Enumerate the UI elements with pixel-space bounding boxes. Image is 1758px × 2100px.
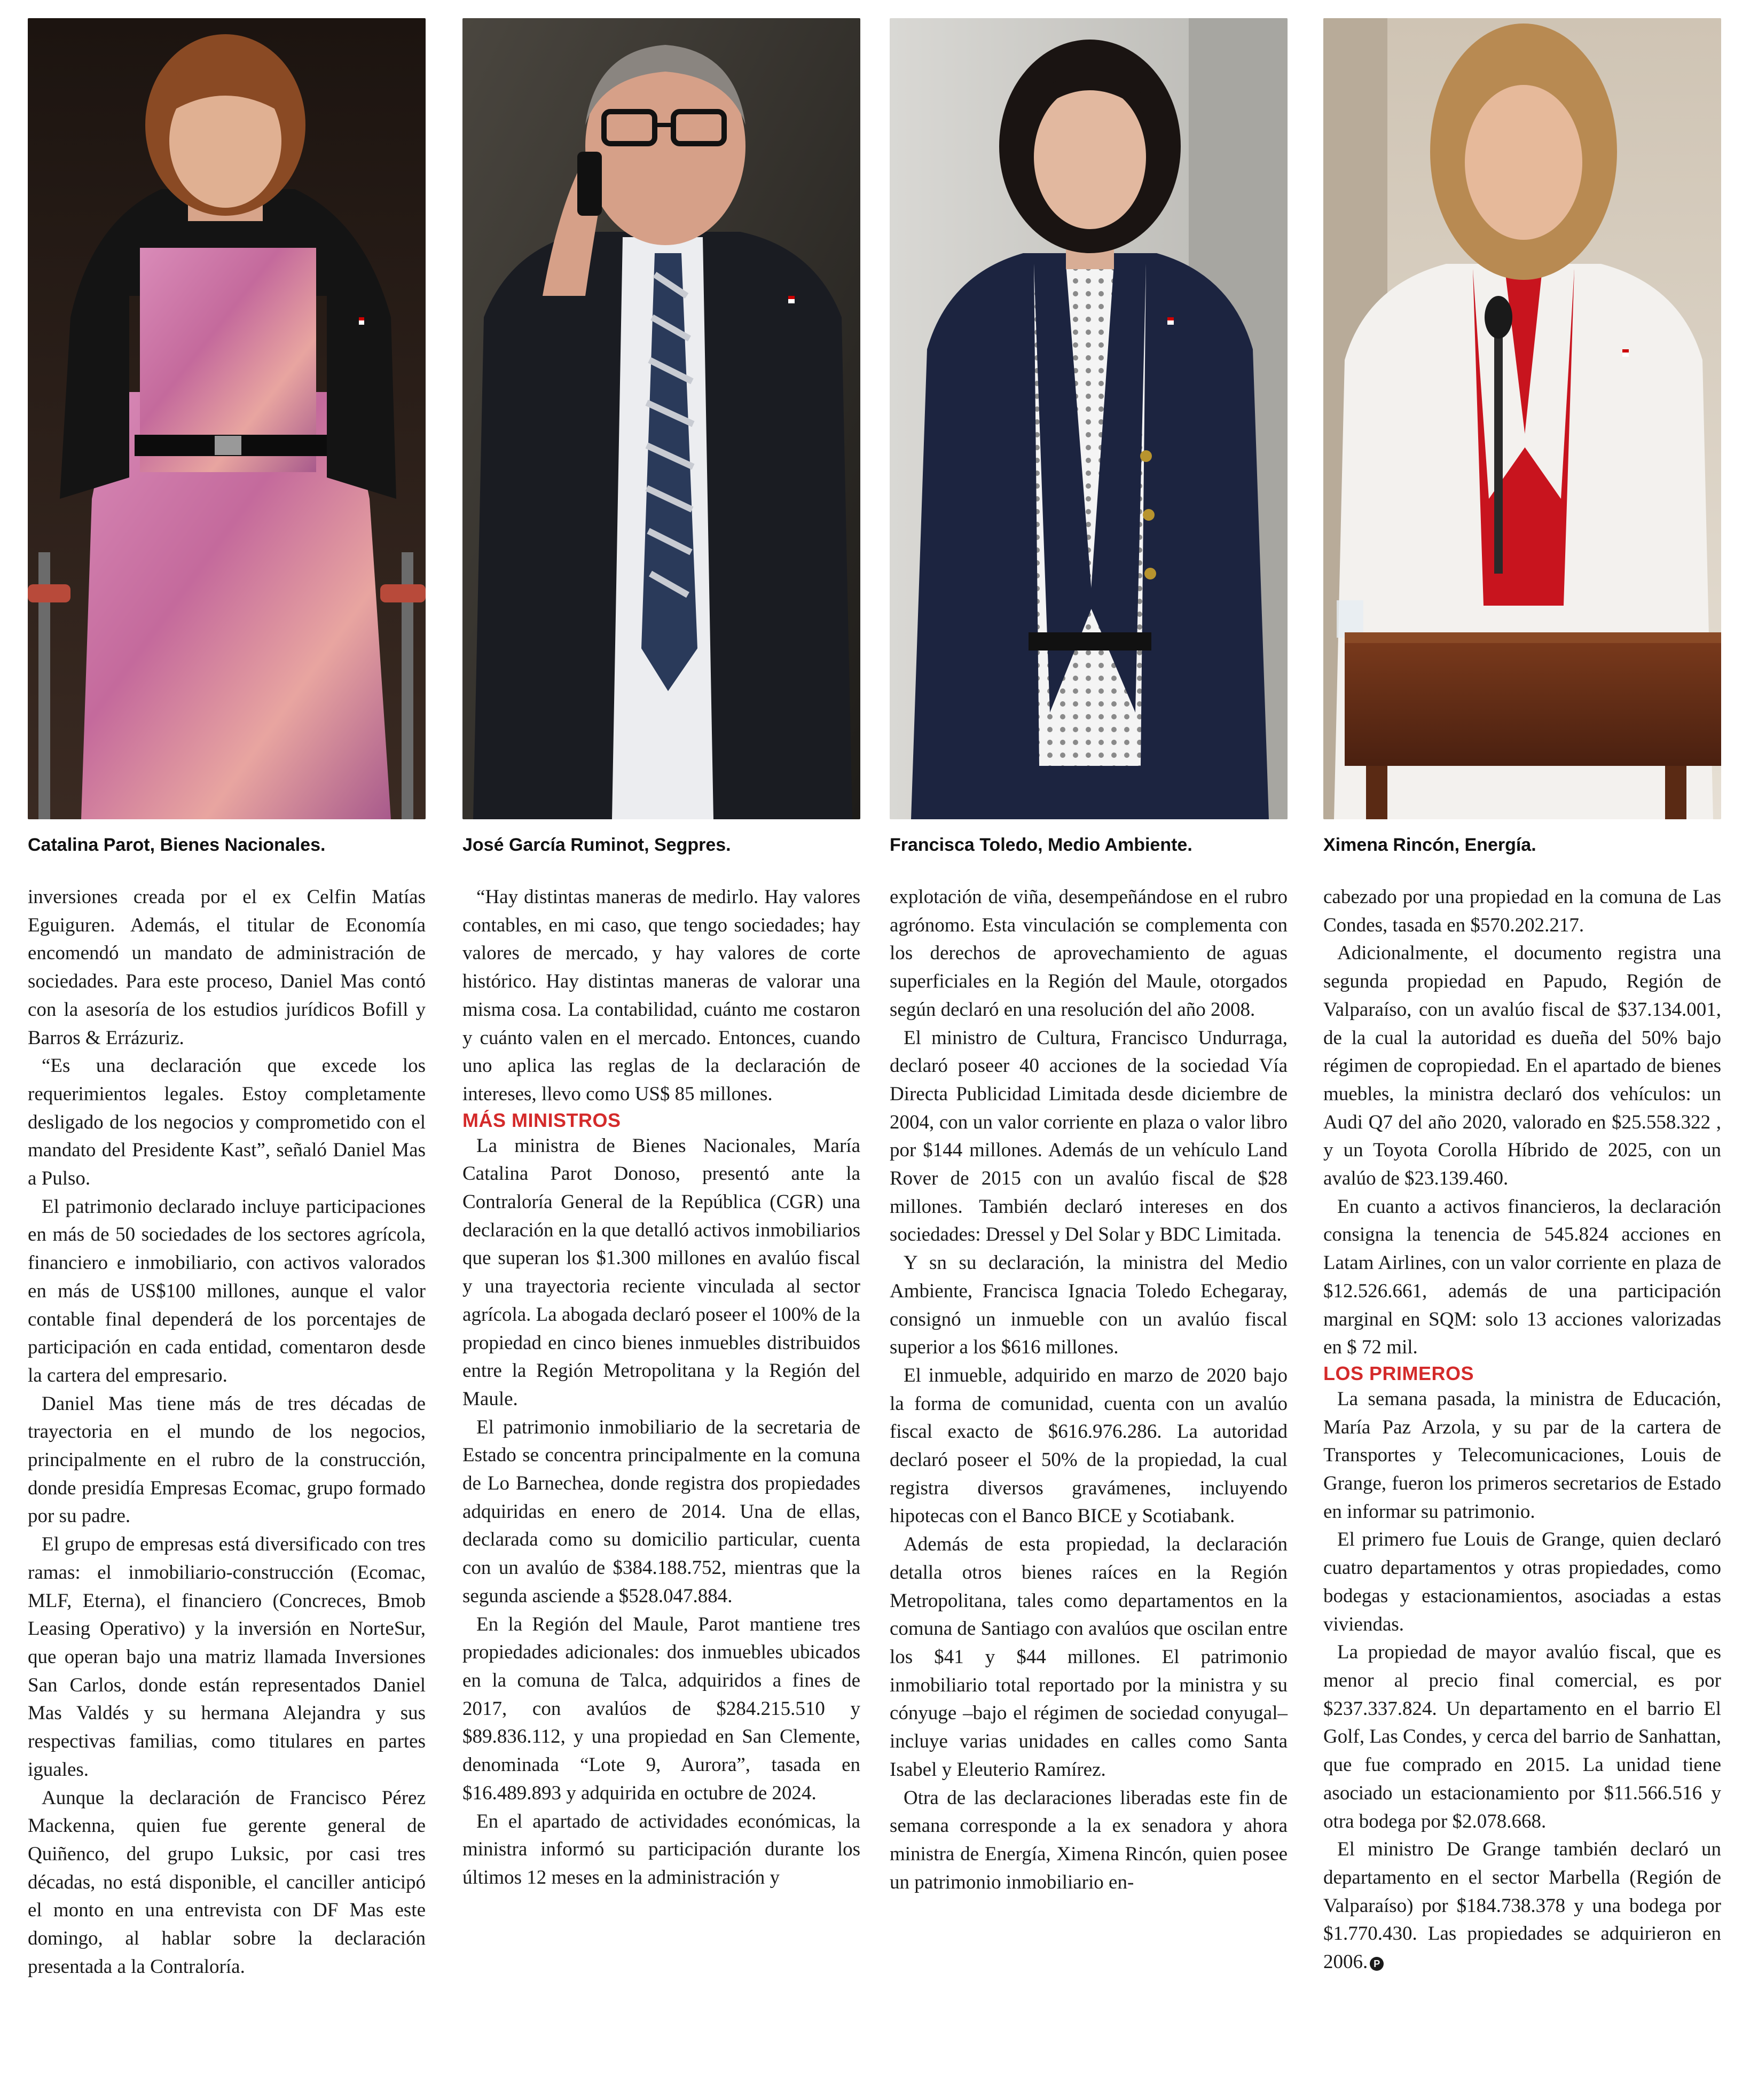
photo-jose-garcia-ruminot-illustration (462, 18, 860, 819)
section-heading-mas-ministros: MÁS MINISTROS (462, 1109, 621, 1131)
paragraph: El ministro de Cultura, Francisco Undurraga, declaró poseer 40 acciones de la sociedad Vía Directa Publicidad Limitada desde diciembre de 2004, con un valor corriente en plaza o valor libro por $144 millones. Además de un vehículo Land Rover de 2015 con un avalúo fiscal de $28 millones. También declaró intereses en dos sociedades: Dressel y Del Solar y BDC Limitada. (890, 1027, 1288, 1246)
photo-catalina-parot (28, 18, 426, 819)
paragraph: El primero fue Louis de Grange, quien declaró cuatro departamentos y otras propiedades, como bodegas y estacionamientos, asociadas a estas viviendas. (1323, 1529, 1721, 1635)
photo-caption: Catalina Parot, Bienes Nacionales. (28, 835, 326, 855)
paragraph: Daniel Mas tiene más de tres décadas de trayectoria en el mundo de los negocios, principalmente en el rubro de la construcción, donde presidía Empresas Ecomac, grupo formado por su padre. (28, 1392, 426, 1527)
paragraph-text: El ministro De Grange también declaró un departamento en el sector Marbella (Región de Valparaíso) por $184.738.378 y una bodega por $1.770.430. Las propiedades se adquirieron en 2006. (1323, 1838, 1721, 1973)
article-text-column-2 (462, 883, 860, 1892)
paragraph: inversiones creada por el ex Celfin Matías Eguiguren. Además, el titular de Economía encomendó un mandato de administración de sociedades. Para este proceso, Daniel Mas contó con la asesoría de los estudios jurídicos Bofill y Barros & Errázuriz. (28, 886, 426, 1049)
paragraph: En cuanto a activos financieros, la declaración consigna la tenencia de 545.824 acciones en Latam Airlines, con un valor corriente en plaza de $12.526.661, además de una participación marginal en SQM: solo 13 acciones valorizadas en $ 72 mil. (1323, 1195, 1721, 1359)
photo-francisca-toledo (890, 18, 1288, 819)
paragraph: Además de esta propiedad, la declaración detalla otros bienes raíces en la Región Metropolitana, tales como departamentos en la comuna de Santiago con avalúos que oscilan entre los $41 y $44 millones. El patrimonio inmobiliario total reportado por la ministra y su cónyuge –bajo el régimen de sociedad conyugal– incluye varias unidades en calles como Santa Isabel y Eleuterio Ramírez. (890, 1533, 1288, 1781)
article-text-column-1 (28, 883, 426, 1981)
photo-ximena-rincon-illustration (1323, 18, 1721, 819)
paragraph: Adicionalmente, el documento registra una segunda propiedad en Papudo, Región de Valparaíso, con un avalúo fiscal de $37.134.001, de la cual la autoridad es dueña del 50% bajo régimen de copropiedad. En el apartado de bienes muebles, la ministra declaró dos vehículos: un Audi Q7 del año 2020, valorado en $25.558.322 , y un Toyota Corolla Híbrido de 2025, con un avalúo de $23.139.460. (1323, 942, 1721, 1190)
paragraph: explotación de viña, desempeñándose en el rubro agrónomo. Esta vinculación se complementa con los derechos de aprovechamiento de aguas superficiales en la Región del Maule, otorgados según declaró en una resolución del año 2008. (890, 886, 1288, 1021)
photo-ximena-rincon (1323, 18, 1721, 819)
photo-jose-garcia-ruminot (462, 18, 860, 819)
paragraph: cabezado por una propiedad en la comuna de Las Condes, tasada en $570.202.217. (1323, 886, 1721, 936)
paragraph: Y sn su declaración, la ministra del Medio Ambiente, Francisca Ignacia Toledo Echegaray, consignó un inmueble con un avalúo fiscal superior a los $616 millones. (890, 1252, 1288, 1359)
photo-caption: Francisca Toledo, Medio Ambiente. (890, 835, 1192, 855)
paragraph: El grupo de empresas está diversificado con tres ramas: el inmobiliario-construcción (Ecomac, MLF, Eterna), el financiero (Concreces, Bmob Leasing Operativo) y la inversión en NorteSur, que operan bajo una matriz llamada Inversiones San Carlos, donde están representados Daniel Mas Valdés y su hermana Alejandra y sus respectivas familias, como titulares en partes iguales. (28, 1533, 426, 1781)
photo-catalina-parot-illustration (28, 18, 426, 819)
photo-caption: Ximena Rincón, Energía. (1323, 835, 1536, 855)
paragraph: La semana pasada, la ministra de Educación, María Paz Arzola, y su par de la cartera de Transportes y Telecomunicaciones, Louis de Grange, fueron los primeros secretarios de Estado en informar su patrimonio. (1323, 1388, 1721, 1523)
paragraph: El patrimonio declarado incluye participaciones en más de 50 sociedades de los sectores agrícola, financiero e inmobiliario, con activos valorados en más de US$100 millones, aunque el valor contable final dependerá de los porcentajes de participación en cada entidad, comentaron desde la cartera del empresario. (28, 1195, 426, 1386)
article-text-column-3 (890, 883, 1288, 1897)
article-text-column-4 (1323, 883, 1721, 1977)
paragraph: El inmueble, adquirido en marzo de 2020 bajo la forma de comunidad, cuenta con un avalúo fiscal exacto de $616.976.286. La autoridad declaró poseer el 50% de la propiedad, la cual registra diversos gravámenes, incluyendo hipotecas con el Banco BICE y Scotiabank. (890, 1364, 1288, 1527)
section-heading-los-primeros: LOS PRIMEROS (1323, 1362, 1474, 1384)
end-of-article-icon: P (1370, 1957, 1384, 1971)
paragraph: Otra de las declaraciones liberadas este fin de semana corresponde a la ex senadora y ahora ministra de Energía, Ximena Rincón, quien posee un patrimonio inmobiliario en- (890, 1786, 1288, 1893)
paragraph: La propiedad de mayor avalúo fiscal, que es menor al precio final comercial, es por $237.337.824. Un departamento en el barrio El Golf, Las Condes, y cerca del barrio de Sanhattan, que fue comprado en 2015. La unidad tiene asociado un estacionamiento por $11.566.516 y otra bodega por $2.078.668. (1323, 1641, 1721, 1832)
paragraph: Aunque la declaración de Francisco Pérez Mackenna, quien fue gerente general de Quiñenco, del grupo Luksic, por casi tres décadas, no está disponible, el canciller anticipó el monto en una entrevista con DF Mas este domingo, al hablar sobre la declaración presentada a la Contraloría. (28, 1786, 426, 1978)
paragraph (1323, 1836, 1721, 1977)
paragraph: En el apartado de actividades económicas, la ministra informó su participación durante los últimos 12 meses en la administración y (462, 1810, 860, 1889)
paragraph: “Es una declaración que excede los requerimientos legales. Estoy completamente desligado de los negocios y comprometido con el mandato del Presidente Kast”, señaló Daniel Mas a Pulso. (28, 1055, 426, 1190)
paragraph: La ministra de Bienes Nacionales, María Catalina Parot Donoso, presentó ante la Contraloría General de la República (CGR) una declaración en la que detalló activos inmobiliarios que superan los $1.300 millones en avalúo fiscal y una trayectoria reciente vinculada al sector agrícola. La abogada declaró poseer el 100% de la propiedad en cinco bienes inmuebles distribuidos entre la Región Metropolitana y la Región del Maule. (462, 1134, 860, 1410)
paragraph: En la Región del Maule, Parot mantiene tres propiedades adicionales: dos inmuebles ubicados en la comuna de Talca, adquiridos a fines de 2017, con avalúos de $284.215.510 y $89.836.112, y una propiedad en San Clemente, denominada “Lote 9, Aurora”, tasada en $16.489.893 y adquirida en octubre de 2024. (462, 1613, 860, 1804)
paragraph: El patrimonio inmobiliario de la secretaria de Estado se concentra principalmente en la comuna de Lo Barnechea, donde registra dos propiedades adquiridas en enero de 2014. Una de ellas, declarada como su domicilio particular, cuenta con un avalúo de $384.188.752, mientras que la segunda asciende a $528.047.884. (462, 1416, 860, 1607)
photo-caption: José García Ruminot, Segpres. (462, 835, 731, 855)
photo-francisca-toledo-illustration (890, 18, 1288, 819)
paragraph: “Hay distintas maneras de medirlo. Hay valores contables, en mi caso, que tengo sociedades; hay valores de mercado, y hay valores de corte histórico. Hay distintas maneras de valorar una misma cosa. La contabilidad, cuánto me costaron y cuánto valen en el mercado. Entonces, cuando uno aplica las reglas de la declaración de intereses, llevo como US$ 85 millones. (462, 886, 860, 1105)
